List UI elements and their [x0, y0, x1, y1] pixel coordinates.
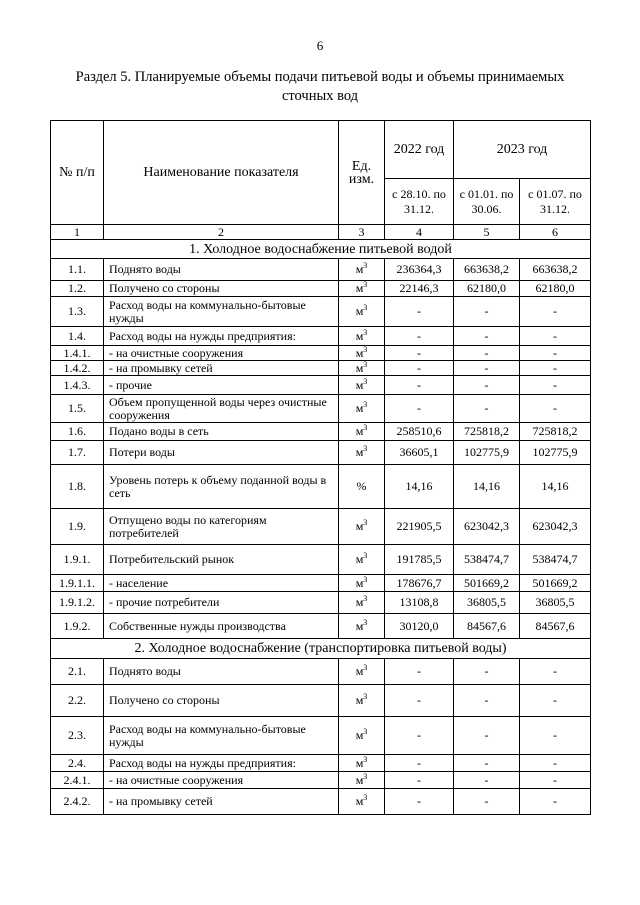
section-row-2	[51, 639, 591, 659]
row-value-2023-h2: -	[520, 346, 591, 361]
row-value-2023-h2: -	[520, 659, 591, 685]
col-num-6: 6	[520, 225, 591, 240]
row-name: - население	[104, 575, 339, 592]
row-value-2023-h1: 538474,7	[454, 545, 520, 575]
row-value-2023-h2: -	[520, 755, 591, 772]
table-row	[51, 614, 591, 639]
row-unit: $м^3$	[339, 346, 385, 361]
col-num-5: 5	[454, 225, 520, 240]
row-value-2023-h2: 501669,2	[520, 575, 591, 592]
row-value-2023-h1: 725818,2	[454, 423, 520, 441]
row-unit: $м^3$	[339, 441, 385, 465]
superscript-3: 3	[363, 444, 368, 453]
row-unit: $м^3$	[339, 281, 385, 297]
table-row	[51, 423, 591, 441]
table-row	[51, 361, 591, 376]
section-heading-1: 1. Холодное водоснабжение питьевой водой	[51, 240, 591, 259]
row-name: Потери воды	[104, 441, 339, 465]
table-row	[51, 545, 591, 575]
header-year-2022: 2022 год	[385, 121, 454, 179]
row-name: Объем пропущенной воды через очистные сооружения	[104, 395, 339, 423]
superscript-3: 3	[363, 617, 368, 627]
table-row	[51, 717, 591, 755]
row-value-2023-h1: -	[454, 376, 520, 395]
row-value-2023-h1: -	[454, 717, 520, 755]
row-unit: $м^3$	[339, 395, 385, 423]
row-unit: $м^3$	[339, 545, 385, 575]
superscript-3: 3	[363, 360, 368, 369]
row-value-2023-h2: 538474,7	[520, 545, 591, 575]
superscript-3: 3	[363, 280, 368, 289]
row-value-2023-h1: -	[454, 297, 520, 327]
row-unit: $м^3$	[339, 685, 385, 717]
row-name: Отпущено воды по категориям потребителей	[104, 509, 339, 545]
row-name: Расход воды на нужды предприятия:	[104, 327, 339, 346]
row-num: 2.2.	[51, 685, 104, 717]
row-value-2023-h1: 84567,6	[454, 614, 520, 639]
row-num: 1.4.1.	[51, 346, 104, 361]
row-value-2023-h2: -	[520, 395, 591, 423]
row-value-2023-h1: -	[454, 789, 520, 815]
header-period-1: с 28.10. по 31.12.	[385, 179, 454, 225]
row-name: Собственные нужды производства	[104, 614, 339, 639]
row-unit: $м^3$	[339, 376, 385, 395]
table-row	[51, 509, 591, 545]
row-value-2023-h1: 102775,9	[454, 441, 520, 465]
row-value-2022: -	[385, 685, 454, 717]
header-period-2: с 01.01. по 30.06.	[454, 179, 520, 225]
row-value-2022: 13108,8	[385, 592, 454, 614]
table-row	[51, 659, 591, 685]
row-value-2022: -	[385, 755, 454, 772]
col-num-2: 2	[104, 225, 339, 240]
row-value-2022: 22146,3	[385, 281, 454, 297]
superscript-3: 3	[363, 327, 368, 337]
row-value-2023-h2: 84567,6	[520, 614, 591, 639]
row-unit: $м^3$	[339, 327, 385, 346]
row-num: 1.5.	[51, 395, 104, 423]
table-row	[51, 259, 591, 281]
row-num: 1.9.2.	[51, 614, 104, 639]
table-row	[51, 755, 591, 772]
table-row	[51, 395, 591, 423]
row-value-2023-h2: 725818,2	[520, 423, 591, 441]
row-value-2023-h1: -	[454, 395, 520, 423]
table-row	[51, 327, 591, 346]
header-name: Наименование показателя	[104, 121, 339, 225]
table-row	[51, 441, 591, 465]
row-name: Уровень потерь к объему поданной воды в сеть	[104, 465, 339, 509]
row-value-2022: -	[385, 772, 454, 789]
row-value-2023-h2: -	[520, 327, 591, 346]
row-value-2022: -	[385, 789, 454, 815]
table-row	[51, 789, 591, 815]
row-value-2023-h2: -	[520, 717, 591, 755]
row-num: 1.4.2.	[51, 361, 104, 376]
volumes-table	[50, 120, 591, 815]
row-name: Подано воды в сеть	[104, 423, 339, 441]
row-num: 2.1.	[51, 659, 104, 685]
superscript-3: 3	[363, 574, 368, 584]
superscript-3: 3	[363, 261, 368, 270]
section-heading-2: 2. Холодное водоснабжение (транспортировка питьевой воды)	[51, 639, 591, 659]
row-name: - на очистные сооружения	[104, 346, 339, 361]
row-value-2023-h1: -	[454, 361, 520, 376]
row-unit: $м^3$	[339, 717, 385, 755]
row-unit: %	[339, 465, 385, 509]
row-unit: $м^3$	[339, 509, 385, 545]
row-name: Поднято воды	[104, 659, 339, 685]
row-num: 1.1.	[51, 259, 104, 281]
row-name: - прочие	[104, 376, 339, 395]
row-value-2022: -	[385, 361, 454, 376]
section-row-1	[51, 240, 591, 259]
superscript-3: 3	[363, 518, 368, 527]
row-value-2022: -	[385, 659, 454, 685]
table-row	[51, 772, 591, 789]
superscript-3: 3	[363, 345, 368, 354]
row-name: - на промывку сетей	[104, 361, 339, 376]
row-unit: $м^3$	[339, 789, 385, 815]
table-row	[51, 281, 591, 297]
row-num: 1.9.1.1.	[51, 575, 104, 592]
col-num-1: 1	[51, 225, 104, 240]
row-value-2023-h1: -	[454, 755, 520, 772]
row-value-2022: 14,16	[385, 465, 454, 509]
row-unit: $м^3$	[339, 592, 385, 614]
row-name: Получено со стороны	[104, 685, 339, 717]
table-row	[51, 346, 591, 361]
col-num-4: 4	[385, 225, 454, 240]
superscript-3: 3	[363, 594, 368, 603]
row-value-2023-h2: 102775,9	[520, 441, 591, 465]
superscript-3: 3	[363, 376, 368, 386]
row-value-2022: -	[385, 717, 454, 755]
row-value-2022: -	[385, 376, 454, 395]
row-value-2023-h1: -	[454, 772, 520, 789]
row-unit: $м^3$	[339, 614, 385, 639]
row-unit: $м^3$	[339, 755, 385, 772]
row-value-2023-h1: -	[454, 327, 520, 346]
row-value-2022: -	[385, 327, 454, 346]
superscript-3: 3	[363, 423, 368, 432]
row-num: 1.9.1.2.	[51, 592, 104, 614]
row-value-2022: -	[385, 346, 454, 361]
table-row	[51, 575, 591, 592]
row-num: 1.7.	[51, 441, 104, 465]
row-num: 1.4.3.	[51, 376, 104, 395]
row-value-2022: 221905,5	[385, 509, 454, 545]
header-num: № п/п	[51, 121, 104, 225]
row-value-2023-h1: 62180,0	[454, 281, 520, 297]
row-num: 1.9.1.	[51, 545, 104, 575]
row-value-2023-h2: -	[520, 361, 591, 376]
row-unit: $м^3$	[339, 297, 385, 327]
section-title: Раздел 5. Планируемые объемы подачи питьевой воды и объемы принимаемых сточных вод	[75, 69, 565, 104]
superscript-3: 3	[363, 551, 368, 560]
row-value-2022: 178676,7	[385, 575, 454, 592]
row-name: - на промывку сетей	[104, 789, 339, 815]
row-value-2023-h2: -	[520, 789, 591, 815]
row-name: Расход воды на коммунально-бытовые нужды	[104, 297, 339, 327]
row-num: 2.4.	[51, 755, 104, 772]
table-row	[51, 297, 591, 327]
superscript-3: 3	[363, 793, 368, 802]
superscript-3: 3	[363, 771, 368, 781]
superscript-3: 3	[363, 663, 368, 672]
row-unit: $м^3$	[339, 423, 385, 441]
page-number: 6	[316, 38, 324, 53]
col-num-3: 3	[339, 225, 385, 240]
superscript-3: 3	[363, 692, 368, 701]
row-unit: $м^3$	[339, 575, 385, 592]
row-value-2023-h1: -	[454, 659, 520, 685]
row-unit: $м^3$	[339, 659, 385, 685]
row-value-2022: 30120,0	[385, 614, 454, 639]
row-value-2023-h1: -	[454, 346, 520, 361]
row-name: Расход воды на нужды предприятия:	[104, 755, 339, 772]
table-row	[51, 592, 591, 614]
row-value-2022: 36605,1	[385, 441, 454, 465]
row-value-2023-h2: 663638,2	[520, 259, 591, 281]
row-num: 2.3.	[51, 717, 104, 755]
table-row	[51, 465, 591, 509]
superscript-3: 3	[363, 754, 368, 764]
row-value-2022: -	[385, 297, 454, 327]
superscript-3: 3	[363, 727, 368, 736]
row-value-2023-h2: -	[520, 772, 591, 789]
row-value-2023-h1: 663638,2	[454, 259, 520, 281]
row-value-2023-h1: 14,16	[454, 465, 520, 509]
row-value-2022: 236364,3	[385, 259, 454, 281]
row-name: Расход воды на коммунально-бытовые нужды	[104, 717, 339, 755]
row-num: 1.9.	[51, 509, 104, 545]
row-value-2023-h2: -	[520, 297, 591, 327]
superscript-3: 3	[363, 303, 368, 312]
row-unit: $м^3$	[339, 772, 385, 789]
row-num: 1.4.	[51, 327, 104, 346]
row-value-2023-h2: 36805,5	[520, 592, 591, 614]
row-num: 1.2.	[51, 281, 104, 297]
table-row	[51, 376, 591, 395]
row-num: 1.8.	[51, 465, 104, 509]
row-name: - прочие потребители	[104, 592, 339, 614]
row-unit: $м^3$	[339, 361, 385, 376]
row-value-2023-h1: 623042,3	[454, 509, 520, 545]
header-year-2023: 2023 год	[454, 121, 591, 179]
row-value-2023-h1: 501669,2	[454, 575, 520, 592]
row-name: Поднято воды	[104, 259, 339, 281]
row-value-2023-h2: 14,16	[520, 465, 591, 509]
row-value-2023-h2: -	[520, 376, 591, 395]
row-value-2022: 191785,5	[385, 545, 454, 575]
row-value-2023-h1: -	[454, 685, 520, 717]
row-value-2023-h2: -	[520, 685, 591, 717]
header-period-3: с 01.07. по 31.12.	[520, 179, 591, 225]
row-value-2023-h1: 36805,5	[454, 592, 520, 614]
header-unit: Ед. изм.	[339, 121, 385, 225]
row-num: 1.3.	[51, 297, 104, 327]
row-name: Потребительский рынок	[104, 545, 339, 575]
row-num: 2.4.2.	[51, 789, 104, 815]
row-name: Получено со стороны	[104, 281, 339, 297]
row-value-2023-h2: 623042,3	[520, 509, 591, 545]
row-num: 1.6.	[51, 423, 104, 441]
table-row	[51, 685, 591, 717]
row-value-2023-h2: 62180,0	[520, 281, 591, 297]
row-num: 2.4.1.	[51, 772, 104, 789]
row-value-2022: 258510,6	[385, 423, 454, 441]
row-unit: $м^3$	[339, 259, 385, 281]
row-name: - на очистные сооружения	[104, 772, 339, 789]
row-value-2022: -	[385, 395, 454, 423]
superscript-3: 3	[363, 400, 368, 409]
